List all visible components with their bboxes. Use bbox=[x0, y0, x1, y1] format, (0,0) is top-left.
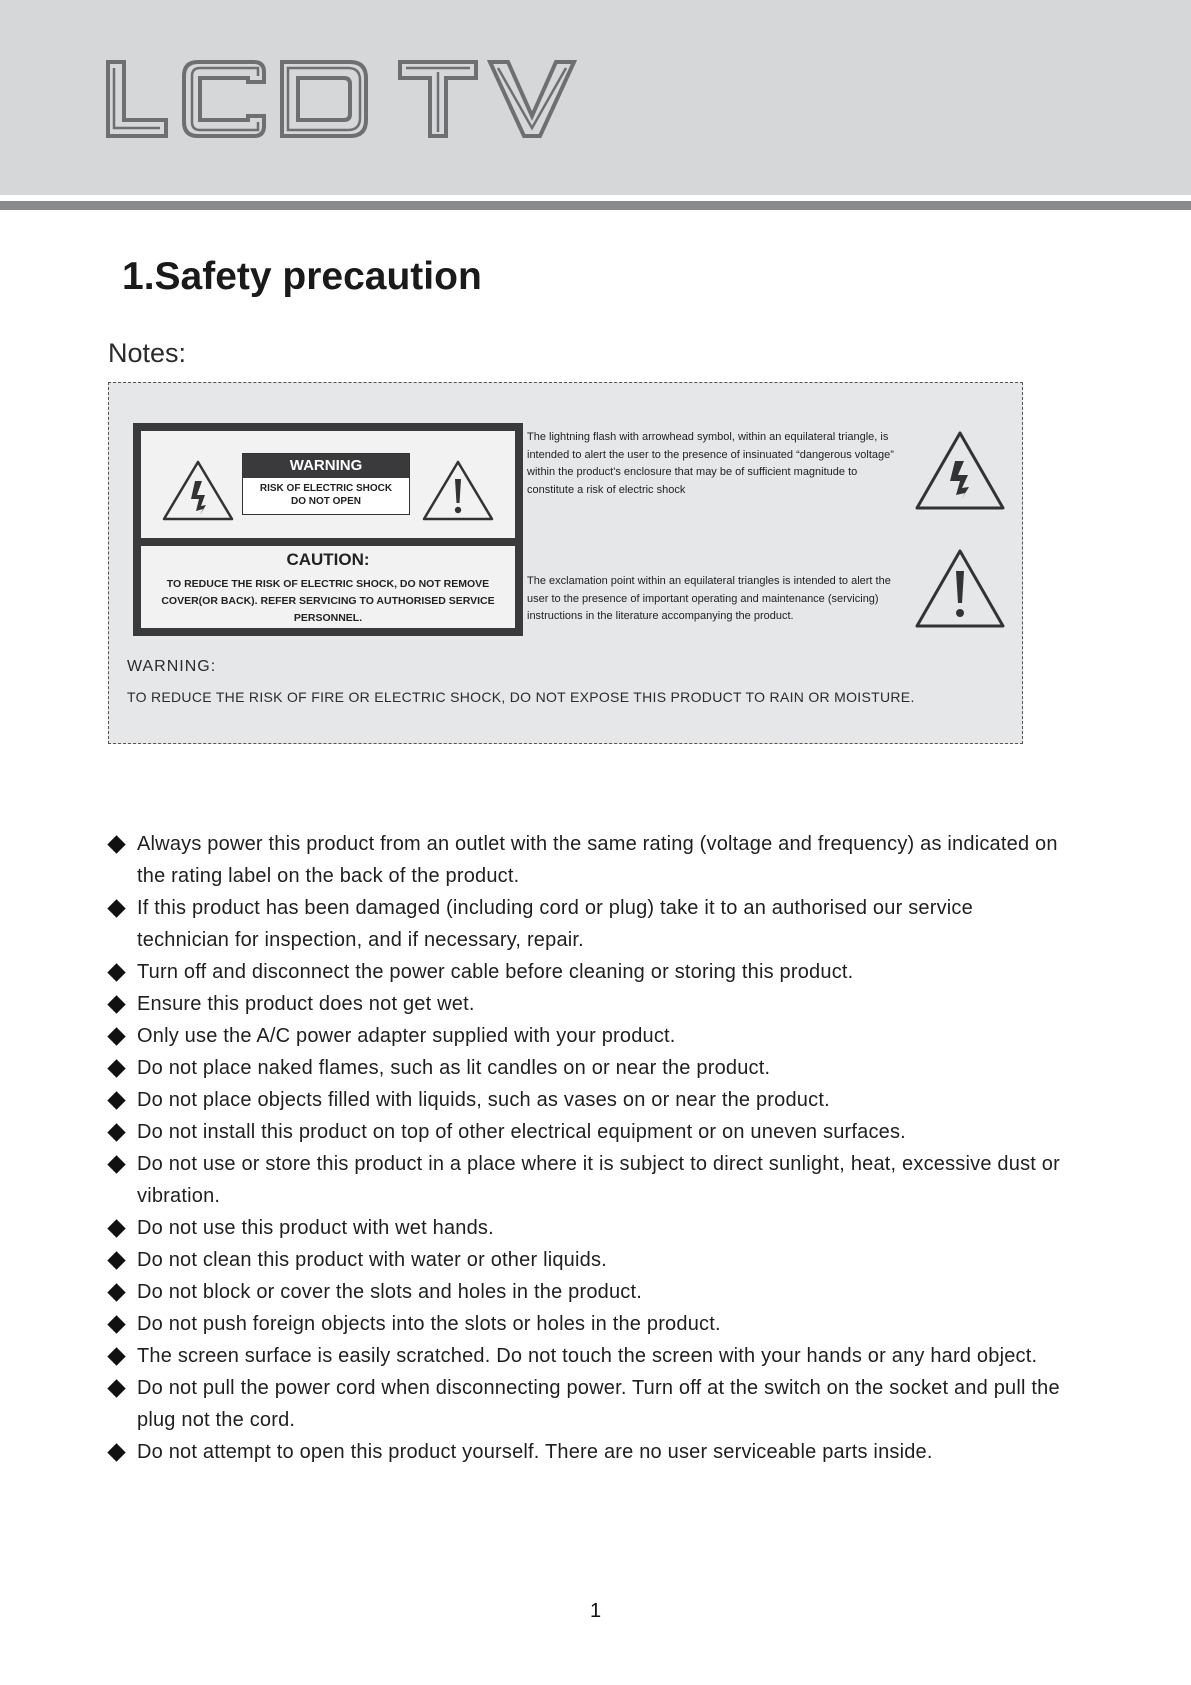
list-item-text: Do not place naked flames, such as lit candles on or near the product. bbox=[137, 1057, 771, 1079]
list-item bbox=[108, 828, 1068, 892]
list-item-text: Ensure this product does not get wet. bbox=[137, 993, 475, 1015]
list-item-text: Do not push foreign objects into the slots or holes in the product. bbox=[137, 1313, 721, 1335]
list-item bbox=[108, 1212, 1068, 1244]
diamond-bullet-icon bbox=[107, 963, 125, 981]
warning-sign-line-1: RISK OF ELECTRIC SHOCK bbox=[259, 483, 393, 494]
list-item bbox=[108, 1436, 1068, 1468]
exclamation-triangle-icon bbox=[913, 547, 1007, 631]
diamond-bullet-icon bbox=[107, 1059, 125, 1077]
page-number: 1 bbox=[589, 1600, 602, 1622]
list-item-text: Do not install this product on top of other electrical equipment or on uneven surfaces. bbox=[137, 1121, 906, 1143]
list-item bbox=[108, 1084, 1068, 1116]
list-item-text: Turn off and disconnect the power cable before cleaning or storing this product. bbox=[137, 961, 854, 983]
list-item bbox=[108, 956, 1068, 988]
warning-sign bbox=[242, 453, 410, 515]
diamond-bullet-icon bbox=[107, 1091, 125, 1109]
diamond-bullet-icon bbox=[107, 835, 125, 853]
caution-text: TO REDUCE THE RISK OF ELECTRIC SHOCK, DO NOT REMOVE COVER(OR BACK). REFER SERVICING TO AUTHORISED SERVICE PERSONNEL. bbox=[161, 578, 495, 624]
list-item bbox=[108, 1148, 1068, 1212]
list-item-text: Do not clean this product with water or other liquids. bbox=[137, 1249, 607, 1271]
exclamation-explanation: The exclamation point within an equilateral triangles is intended to alert the user to the presence of important operating and maintenance (servicing) instructions in the literature accompanying the product. bbox=[527, 575, 891, 622]
list-item-text: Do not use this product with wet hands. bbox=[137, 1217, 494, 1239]
list-item-text: The screen surface is easily scratched. Do not touch the screen with your hands or any hard object. bbox=[137, 1345, 1038, 1367]
list-item bbox=[108, 1308, 1068, 1340]
list-item bbox=[108, 1020, 1068, 1052]
warning-label-top bbox=[141, 431, 515, 538]
diamond-bullet-icon bbox=[107, 1251, 125, 1269]
notes-box bbox=[108, 382, 1023, 744]
list-item-text: Do not place objects filled with liquids, such as vases on or near the product. bbox=[137, 1089, 830, 1111]
caution-label bbox=[141, 546, 515, 628]
list-item bbox=[108, 988, 1068, 1020]
header-band bbox=[0, 0, 1191, 195]
list-item bbox=[108, 1276, 1068, 1308]
brand-logo-art bbox=[104, 58, 604, 148]
diamond-bullet-icon bbox=[107, 1219, 125, 1237]
precaution-list bbox=[108, 828, 1068, 1468]
diamond-bullet-icon bbox=[107, 1283, 125, 1301]
list-item-text: Always power this product from an outlet with the same rating (voltage and frequency) as indicated on the rating label on the back of the product. bbox=[137, 833, 1058, 887]
lightning-explanation: The lightning flash with arrowhead symbol, within an equilateral triangle, is intended to alert the user to the presence of insinuated “dangerous voltage” within the product's enclosure that may be of sufficient magnitude to constitute a risk of electric shock bbox=[527, 431, 894, 496]
list-item-text: Do not use or store this product in a place where it is subject to direct sunlight, heat, excessive dust or vibration. bbox=[137, 1153, 1060, 1207]
list-item bbox=[108, 1340, 1068, 1372]
list-item-text: Do not attempt to open this product yourself. There are no user serviceable parts inside. bbox=[137, 1441, 933, 1463]
caution-heading: CAUTION: bbox=[286, 550, 370, 569]
diamond-bullet-icon bbox=[107, 1443, 125, 1461]
box-warning-text: TO REDUCE THE RISK OF FIRE OR ELECTRIC SHOCK, DO NOT EXPOSE THIS PRODUCT TO RAIN OR MOISTURE. bbox=[127, 689, 915, 705]
exclamation-triangle-icon bbox=[421, 459, 495, 523]
lightning-triangle-icon bbox=[161, 459, 235, 523]
list-item bbox=[108, 892, 1068, 956]
warning-label-block bbox=[133, 423, 523, 636]
list-item bbox=[108, 1116, 1068, 1148]
brand-logo bbox=[104, 58, 604, 148]
list-item bbox=[108, 1372, 1068, 1436]
header-divider bbox=[0, 201, 1191, 210]
warning-sign-heading: WARNING bbox=[243, 454, 409, 478]
lightning-triangle-icon bbox=[913, 429, 1007, 513]
diamond-bullet-icon bbox=[107, 899, 125, 917]
list-item-text: Do not pull the power cord when disconnecting power. Turn off at the switch on the socket and pull the plug not the cord. bbox=[137, 1377, 1060, 1431]
warning-sign-line-2: DO NOT OPEN bbox=[290, 496, 361, 507]
diamond-bullet-icon bbox=[107, 1155, 125, 1173]
diamond-bullet-icon bbox=[107, 1347, 125, 1365]
diamond-bullet-icon bbox=[107, 1379, 125, 1397]
diamond-bullet-icon bbox=[107, 1027, 125, 1045]
diamond-bullet-icon bbox=[107, 1315, 125, 1333]
warning-sign-subtext bbox=[243, 478, 409, 508]
list-item-text: Only use the A/C power adapter supplied with your product. bbox=[137, 1025, 676, 1047]
list-item-text: If this product has been damaged (including cord or plug) take it to an authorised our service technician for inspection, and if necessary, repair. bbox=[137, 897, 973, 951]
diamond-bullet-icon bbox=[107, 995, 125, 1013]
list-item bbox=[108, 1052, 1068, 1084]
diamond-bullet-icon bbox=[107, 1123, 125, 1141]
section-title: 1.Safety precaution bbox=[122, 255, 482, 298]
list-item bbox=[108, 1244, 1068, 1276]
box-warning-title: WARNING: bbox=[127, 658, 217, 675]
notes-label: Notes: bbox=[108, 338, 187, 368]
list-item-text: Do not block or cover the slots and holes in the product. bbox=[137, 1281, 643, 1303]
